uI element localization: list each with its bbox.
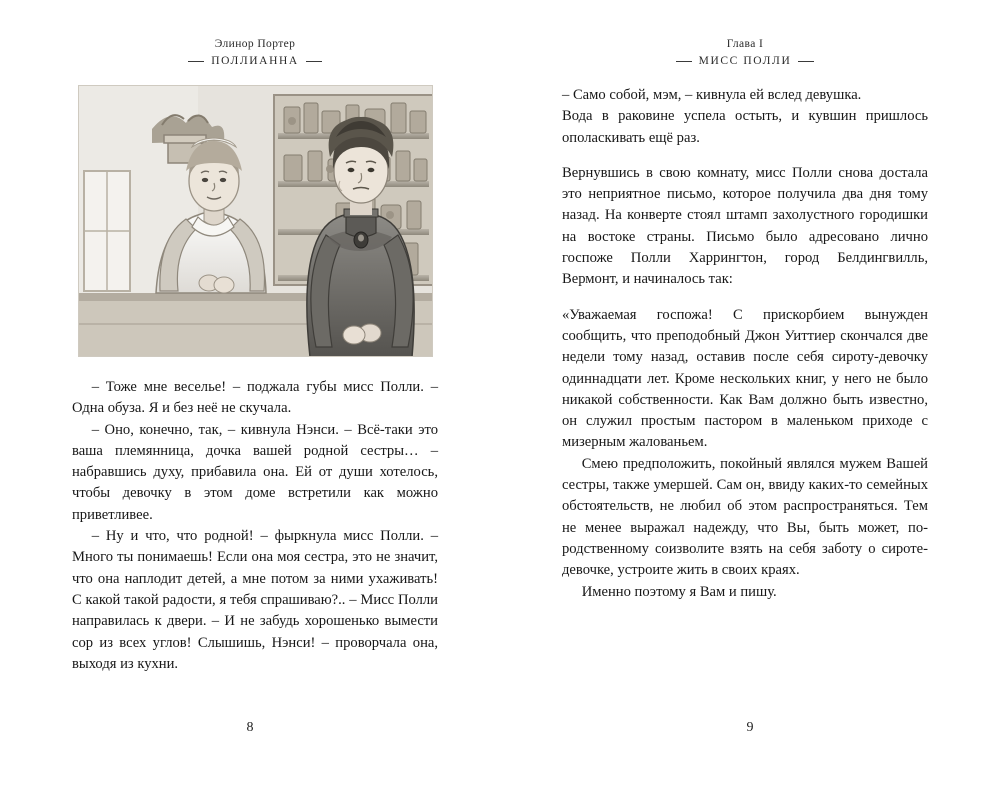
paragraph: Смею предположить, покойный являлся мужем Вашей сестры, также умершей. Сам он, ввиду каких-то семейных обстоятельств, не любил об этом распространяться. Тем не менее выражал надежду, что Вы, быть может, по-родственному соизволите взять на себя заботу о сироте-девочке, устроите жить в своих краях. bbox=[562, 455, 928, 579]
right-running-head bbox=[562, 38, 928, 67]
illustration-two-women-in-kitchen bbox=[78, 85, 433, 357]
paragraph: – Оно, конечно, так, – кивнула Нэнси. – Всё-таки это ваша племянница, дочка вашей родной сестры… – набравшись духу, прибавила она. Ей от души хотелось, чтобы девочку в этом доме встретили как можно приветливее. bbox=[72, 421, 438, 523]
right-page bbox=[500, 0, 1000, 794]
left-running-head bbox=[72, 38, 438, 67]
rule-left-icon bbox=[188, 61, 204, 62]
running-head-title-wrap bbox=[72, 55, 438, 67]
page-number-left: 8 bbox=[246, 720, 254, 735]
paragraph: Именно поэтому я Вам и пишу. bbox=[581, 583, 777, 600]
running-head-title-wrap bbox=[562, 55, 928, 67]
paragraph: «Уважаемая госпожа! С прискорбием вынужден сообщить, что преподобный Джон Уиттиер скончался две недели тому назад, оставив после себя сироту-девочку одиннадцати лет. Кроме нескольких книг, у него не было никакой собственности. Как Вам должно быть известно, он служил простым пастором в маленьком приходе с мизерным жалованьем. bbox=[562, 306, 928, 451]
rule-right-icon bbox=[306, 61, 322, 62]
running-head-chapter: Глава I bbox=[726, 38, 764, 50]
rule-right-icon bbox=[798, 61, 814, 62]
paragraph: – Само собой, мэм, – кивнула ей вслед девушка. bbox=[562, 87, 862, 103]
left-body-text bbox=[72, 377, 438, 675]
running-head-author: Элинор Портер bbox=[214, 38, 296, 50]
paragraph: Вода в раковине успела остыть, и кувшин пришлось ополаскивать ещё раз. bbox=[562, 108, 928, 146]
running-head-title: ПОЛЛИАННА bbox=[211, 55, 299, 67]
right-body-text bbox=[562, 85, 928, 603]
page-number-right: 9 bbox=[746, 720, 754, 735]
paragraph: – Тоже мне веселье! – поджала губы мисс Полли. – Одна обуза. Я и без неё не скучала. bbox=[72, 379, 438, 417]
rule-left-icon bbox=[676, 61, 692, 62]
running-head-title: МИСС ПОЛЛИ bbox=[698, 55, 792, 67]
paragraph: – Ну и что, что родной! – фыркнула мисс Полли. – Много ты понимаешь! Если она моя сестра, это не значит, что она наплодит детей, а мне потом за ними ухаживать! С какой такой радости, я тебя спрашиваю?.. – Мисс Полли направилась к двери. – И не забудь хорошенько вымести сор из всех углов! Слышишь, Нэнси! – проворчала она, выходя из кухни. bbox=[72, 528, 438, 672]
paragraph: Вернувшись в свою комнату, мисс Полли снова достала это неприятное письмо, которое получила два дня тому назад. На конверте стоял штамп захолустного городишки на востоке страны. Письмо было адресовано лично госпоже Полли Харрингтон, город Белдингвилль, Вермонт, и начиналось так: bbox=[562, 164, 928, 288]
